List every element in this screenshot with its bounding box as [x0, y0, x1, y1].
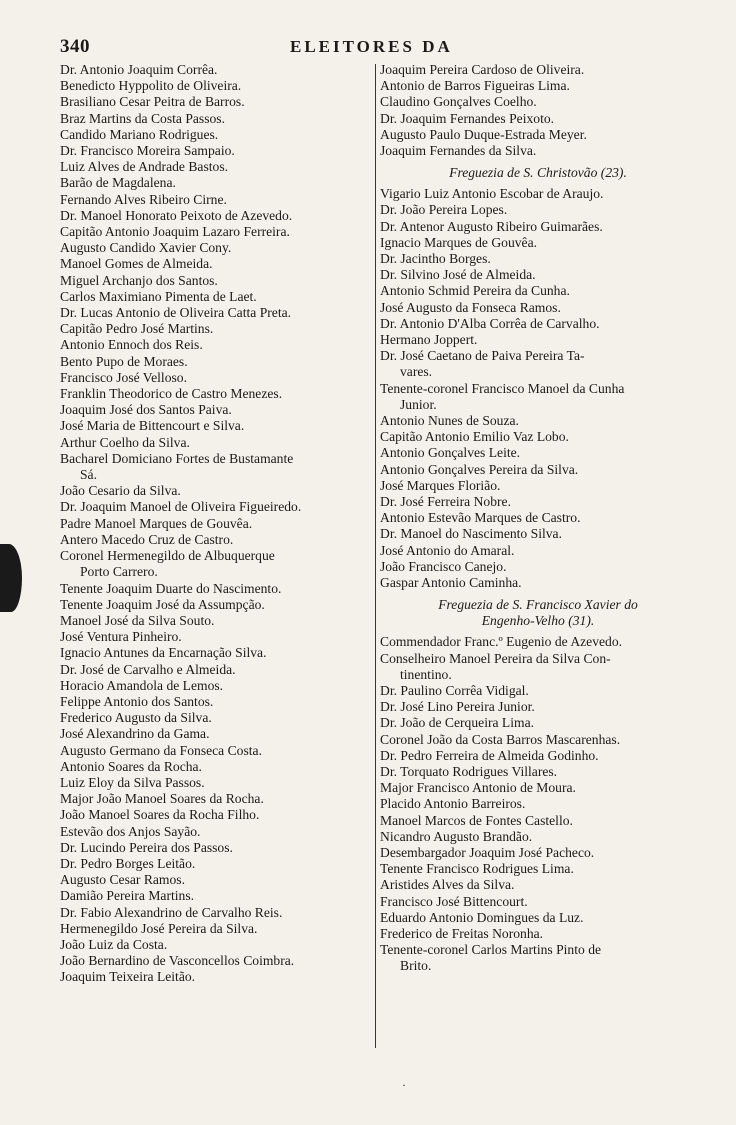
- page-number: 340: [60, 36, 90, 57]
- voter-entry: Tenente-coronel Francisco Manoel da Cunha: [380, 380, 625, 396]
- voter-entry: Franklin Theodorico de Castro Menezes.: [60, 386, 283, 402]
- voter-entry: Manoel José da Silva Souto.: [60, 612, 215, 628]
- voter-entry: Coronel João da Costa Barros Mascarenhas.: [380, 731, 621, 747]
- section-title-s-christovao: [380, 165, 696, 181]
- voter-entry: Frederico de Freitas Noronha.: [380, 925, 544, 941]
- voter-entry: Frederico Augusto da Silva.: [60, 710, 212, 726]
- voter-entry: Claudino Gonçalves Coelho.: [380, 94, 537, 110]
- voter-entry: Francisco José Bittencourt.: [380, 893, 528, 909]
- voter-entry: Dr. Joaquim Manoel de Oliveira Figueiredo.: [60, 499, 302, 515]
- voter-entry: Placido Antonio Barreiros.: [380, 796, 526, 812]
- voter-entry: Dr. João de Cerqueira Lima.: [380, 715, 535, 731]
- voter-entry: Brito.: [400, 958, 432, 974]
- voter-entry: Barão de Magdalena.: [60, 175, 176, 191]
- voter-entry: Tenente Joaquim Duarte do Nascimento.: [60, 580, 282, 596]
- voter-entry: José Maria de Bittencourt e Silva.: [60, 418, 245, 434]
- voter-entry: José Alexandrino da Gama.: [60, 726, 210, 742]
- voter-entry: João Francisco Canejo.: [380, 558, 507, 574]
- left-column: [60, 62, 373, 986]
- voter-entry: Dr. Manoel do Nascimento Silva.: [380, 526, 562, 542]
- voter-entry: Horacio Amandola de Lemos.: [60, 677, 224, 693]
- voter-entry: Joaquim Fernandes da Silva.: [380, 143, 537, 159]
- voter-entry: Dr. Lucas Antonio de Oliveira Catta Preta.: [60, 305, 292, 321]
- voter-entry: Vigario Luiz Antonio Escobar de Araujo.: [380, 186, 604, 202]
- voter-entry: Tenente Francisco Rodrigues Lima.: [380, 861, 574, 877]
- voter-entry: Estevão dos Anjos Sayão.: [60, 823, 201, 839]
- voter-entry: Capitão Antonio Emilio Vaz Lobo.: [380, 429, 569, 445]
- voter-entry: Augusto Candido Xavier Cony.: [60, 240, 232, 256]
- voter-entry: Tenente Joaquim José da Assumpção.: [60, 596, 265, 612]
- voter-entry: Conselheiro Manoel Pereira da Silva Con-: [380, 650, 611, 666]
- voter-entry: Ignacio Marques de Gouvêa.: [380, 234, 538, 250]
- voter-entry: Commendador Franc.º Eugenio de Azevedo.: [380, 634, 623, 650]
- page-header: [60, 36, 680, 60]
- voter-entry: Manoel Gomes de Almeida.: [60, 256, 213, 272]
- voter-entry: Dr. Antonio D'Alba Corrêa de Carvalho.: [380, 315, 600, 331]
- voter-entry: Dr. Paulino Corrêa Vidigal.: [380, 682, 529, 698]
- voter-entry: Dr. José de Carvalho e Almeida.: [60, 661, 236, 677]
- voter-entry: Antero Macedo Cruz de Castro.: [60, 531, 234, 547]
- voter-entry: Major Francisco Antonio de Moura.: [380, 780, 576, 796]
- voter-entry: Manoel Marcos de Fontes Castello.: [380, 812, 573, 828]
- voter-entry: Gaspar Antonio Caminha.: [380, 575, 522, 591]
- voter-entry: Antonio Nunes de Souza.: [380, 413, 519, 429]
- section-title-line: Engenho-Velho (31).: [481, 613, 595, 629]
- voter-entry: Miguel Archanjo dos Santos.: [60, 272, 218, 288]
- voter-entry: Desembargador Joaquim José Pacheco.: [380, 844, 595, 860]
- right-column-top-list: [380, 62, 696, 159]
- section-title-engenho-velho: [380, 597, 696, 629]
- section-title-line: Freguezia de S. Francisco Xavier do: [438, 597, 638, 613]
- voter-entry: João Luiz da Costa.: [60, 936, 168, 952]
- section-list-s-christovao: [380, 186, 696, 591]
- voter-entry: Aristides Alves da Silva.: [380, 877, 515, 893]
- voter-entry: Antonio Ennoch dos Reis.: [60, 337, 203, 353]
- voter-entry: vares.: [400, 364, 433, 380]
- right-column: [380, 62, 696, 975]
- voter-entry: Tenente-coronel Carlos Martins Pinto de: [380, 942, 602, 958]
- voter-entry: Dr. Torquato Rodrigues Villares.: [380, 763, 558, 779]
- voter-entry: Dr. Fabio Alexandrino de Carvalho Reis.: [60, 904, 283, 920]
- voter-entry: Sá.: [80, 467, 97, 483]
- voter-entry: Junior.: [400, 396, 437, 412]
- section-list-engenho-velho: [380, 634, 696, 974]
- voter-entry: Antonio Schmid Pereira da Cunha.: [380, 283, 570, 299]
- voter-entry: Bacharel Domiciano Fortes de Bustamante: [60, 450, 294, 466]
- voter-entry: Dr. Jacintho Borges.: [380, 251, 491, 267]
- voter-entry: Antonio Estevão Marques de Castro.: [380, 510, 581, 526]
- voter-entry: Francisco José Velloso.: [60, 369, 187, 385]
- voter-entry: Dr. José Ferreira Nobre.: [380, 494, 511, 510]
- ink-dot: ·: [402, 1078, 406, 1092]
- voter-entry: Dr. Lucindo Pereira dos Passos.: [60, 839, 233, 855]
- voter-entry: José Augusto da Fonseca Ramos.: [380, 299, 561, 315]
- voter-entry: Porto Carrero.: [80, 564, 158, 580]
- voter-entry: José Antonio do Amaral.: [380, 542, 515, 558]
- section-title-line: Freguezia de S. Christovão (23).: [449, 165, 627, 181]
- voter-entry: Joaquim José dos Santos Paiva.: [60, 402, 232, 418]
- voter-entry: Bento Pupo de Moraes.: [60, 353, 188, 369]
- voter-entry: Capitão Pedro José Martins.: [60, 321, 214, 337]
- voter-entry: Carlos Maximiano Pimenta de Laet.: [60, 288, 257, 304]
- voter-entry: Arthur Coelho da Silva.: [60, 434, 190, 450]
- voter-entry: Antonio Soares da Rocha.: [60, 758, 202, 774]
- voter-entry: José Marques Florião.: [380, 477, 501, 493]
- voter-entry: João Cesario da Silva.: [60, 483, 181, 499]
- voter-entry: Brasiliano Cesar Peitra de Barros.: [60, 94, 245, 110]
- page-edge-stain: [0, 544, 22, 612]
- voter-entry: Dr. Francisco Moreira Sampaio.: [60, 143, 235, 159]
- voter-entry: Dr. Joaquim Fernandes Peixoto.: [380, 110, 555, 126]
- voter-entry: Dr. Manoel Honorato Peixoto de Azevedo.: [60, 207, 293, 223]
- voter-entry: Felippe Antonio dos Santos.: [60, 693, 214, 709]
- voter-entry: Dr. Pedro Borges Leitão.: [60, 855, 196, 871]
- voter-entry: José Ventura Pinheiro.: [60, 629, 182, 645]
- voter-entry: Major João Manoel Soares da Rocha.: [60, 791, 264, 807]
- running-title: ELEITORES DA: [290, 37, 453, 56]
- voter-entry: Capitão Antonio Joaquim Lazaro Ferreira.: [60, 224, 290, 240]
- voter-entry: Nicandro Augusto Brandão.: [380, 828, 533, 844]
- voter-entry: Fernando Alves Ribeiro Cirne.: [60, 191, 227, 207]
- voter-entry: Luiz Alves de Andrade Bastos.: [60, 159, 229, 175]
- voter-entry: tinentino.: [400, 666, 452, 682]
- voter-entry: Padre Manoel Marques de Gouvêa.: [60, 515, 253, 531]
- voter-entry: Dr. João Pereira Lopes.: [380, 202, 508, 218]
- voter-entry: Augusto Cesar Ramos.: [60, 872, 185, 888]
- voter-entry: Candido Mariano Rodrigues.: [60, 126, 219, 142]
- voter-entry: Antonio Gonçalves Pereira da Silva.: [380, 461, 579, 477]
- voter-entry: Luiz Eloy da Silva Passos.: [60, 774, 205, 790]
- voter-entry: Eduardo Antonio Domingues da Luz.: [380, 909, 584, 925]
- voter-entry: João Bernardino de Vasconcellos Coimbra.: [60, 953, 295, 969]
- voter-entry: Dr. Antenor Augusto Ribeiro Guimarães.: [380, 218, 603, 234]
- voter-entry: Coronel Hermenegildo de Albuquerque: [60, 548, 275, 564]
- voter-entry: Antonio de Barros Figueiras Lima.: [380, 78, 570, 94]
- voter-entry: João Manoel Soares da Rocha Filho.: [60, 807, 260, 823]
- voter-entry: Joaquim Teixeira Leitão.: [60, 969, 196, 985]
- voter-entry: Ignacio Antunes da Encarnação Silva.: [60, 645, 267, 661]
- voter-entry: Hermenegildo José Pereira da Silva.: [60, 920, 258, 936]
- voter-entry: Augusto Paulo Duque-Estrada Meyer.: [380, 126, 587, 142]
- column-divider: [375, 64, 376, 1048]
- voter-entry: Antonio Gonçalves Leite.: [380, 445, 521, 461]
- voter-entry: Damião Pereira Martins.: [60, 888, 195, 904]
- voter-entry: Dr. José Caetano de Paiva Pereira Ta-: [380, 348, 585, 364]
- voter-entry: Dr. Silvino José de Almeida.: [380, 267, 536, 283]
- voter-entry: Hermano Joppert.: [380, 332, 478, 348]
- voter-entry: Benedicto Hyppolito de Oliveira.: [60, 78, 242, 94]
- voter-entry: Joaquim Pereira Cardoso de Oliveira.: [380, 62, 585, 77]
- voter-entry: Dr. Antonio Joaquim Corrêa.: [60, 62, 218, 77]
- voter-entry: Braz Martins da Costa Passos.: [60, 110, 225, 126]
- voter-entry: Augusto Germano da Fonseca Costa.: [60, 742, 262, 758]
- voter-entry: Dr. Pedro Ferreira de Almeida Godinho.: [380, 747, 599, 763]
- voter-entry: Dr. José Lino Pereira Junior.: [380, 699, 535, 715]
